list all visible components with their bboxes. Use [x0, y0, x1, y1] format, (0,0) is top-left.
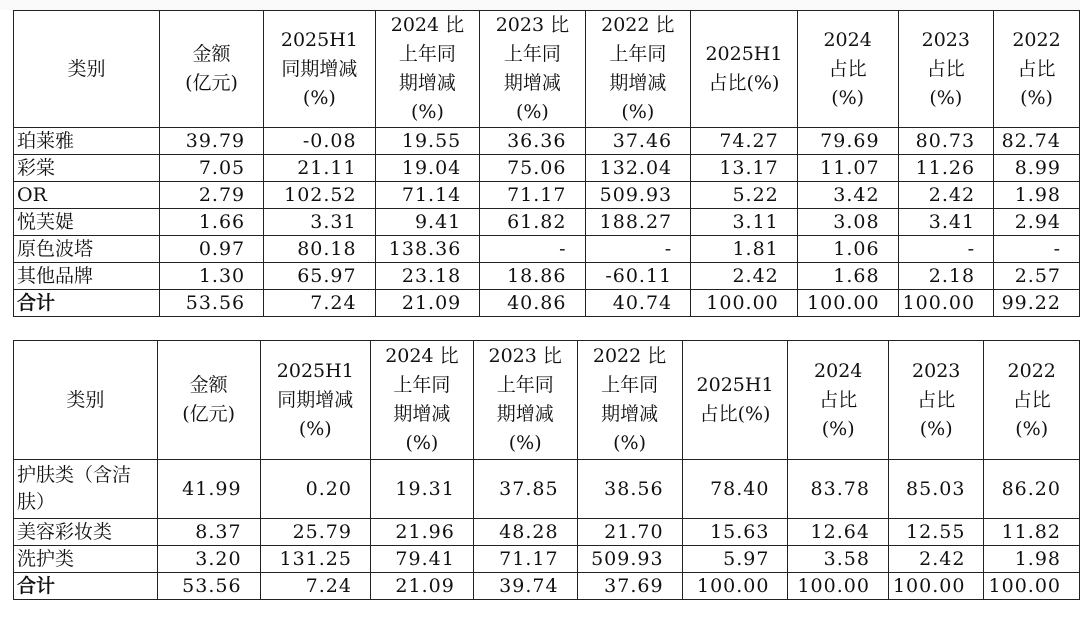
- value-cell: 132.04: [585, 155, 691, 182]
- column-header: [157, 341, 260, 460]
- column-header-line: 金额: [189, 374, 228, 396]
- column-header: [788, 341, 888, 460]
- value-cell: 100.00: [888, 573, 983, 600]
- table-row: [14, 263, 1080, 290]
- column-header: [797, 11, 898, 128]
- category-cell: OR: [14, 182, 160, 209]
- value-cell: 2.18: [898, 263, 993, 290]
- value-cell: 3.20: [157, 546, 260, 573]
- column-header-line: 2022 比: [601, 14, 675, 36]
- column-header-line: 期增减: [503, 72, 561, 94]
- table-row: [14, 546, 1080, 573]
- column-header: [370, 341, 473, 460]
- value-cell: 1.98: [994, 182, 1080, 209]
- value-cell: 2.94: [994, 209, 1080, 236]
- value-cell: 3.31: [264, 209, 375, 236]
- value-cell: 21.09: [370, 573, 473, 600]
- value-cell: 71.14: [375, 182, 480, 209]
- value-cell: 100.00: [797, 290, 898, 317]
- value-cell: 80.73: [898, 128, 993, 155]
- value-cell: 9.41: [375, 209, 480, 236]
- column-header-line: 类别: [67, 57, 106, 80]
- header-row: [14, 11, 1080, 128]
- category-cell: 原色波塔: [14, 236, 160, 263]
- column-header: [159, 11, 263, 128]
- value-cell: 18.86: [480, 263, 585, 290]
- table-row: [14, 209, 1080, 236]
- value-cell: -: [585, 236, 691, 263]
- value-cell: 0.20: [260, 460, 370, 519]
- column-header-line: 2025H1: [696, 374, 774, 396]
- column-header: [888, 341, 983, 460]
- column-header-line: 占比: [917, 388, 956, 411]
- column-header-line: 2022: [1007, 359, 1056, 382]
- value-cell: 100.00: [682, 573, 788, 600]
- column-header-line: 占比(%): [708, 72, 780, 94]
- value-cell: 79.69: [797, 128, 898, 155]
- column-header-line: 2023 比: [495, 14, 570, 36]
- value-cell: 1.66: [159, 209, 263, 236]
- column-header-line: 期增减: [398, 72, 456, 94]
- header-row: [14, 341, 1080, 460]
- value-cell: 61.82: [480, 209, 585, 236]
- value-cell: 3.58: [788, 546, 888, 573]
- column-header-line: 2022 比: [592, 345, 667, 367]
- value-cell: 7.24: [260, 573, 370, 600]
- value-cell: 19.04: [375, 155, 480, 182]
- value-cell: 65.97: [264, 263, 375, 290]
- category-cell: 悦芙媞: [14, 209, 160, 236]
- value-cell: 2.79: [159, 182, 263, 209]
- value-cell: 509.93: [577, 546, 682, 573]
- category-cell: 其他品牌: [14, 263, 160, 290]
- value-cell: 39.79: [159, 128, 263, 155]
- column-header-line: 上年同: [393, 374, 451, 396]
- column-header-line: 占比: [1012, 388, 1051, 411]
- value-cell: 100.00: [898, 290, 993, 317]
- value-cell: 71.17: [480, 182, 585, 209]
- column-header-line: 同期增减: [281, 57, 358, 80]
- category-cell: 合计: [14, 573, 158, 600]
- value-cell: 1.06: [797, 236, 898, 263]
- value-cell: 3.42: [797, 182, 898, 209]
- value-cell: 21.70: [577, 519, 682, 546]
- value-cell: 36.36: [480, 128, 585, 155]
- value-cell: 12.55: [888, 519, 983, 546]
- value-cell: 12.64: [788, 519, 888, 546]
- category-cell: 珀莱雅: [14, 128, 160, 155]
- column-header-line: (%): [302, 86, 336, 109]
- value-cell: 131.25: [260, 546, 370, 573]
- column-header-line: (%): [621, 101, 655, 123]
- value-cell: 25.79: [260, 519, 370, 546]
- value-cell: 75.06: [480, 155, 585, 182]
- table-row: [14, 236, 1080, 263]
- value-cell: 11.26: [898, 155, 993, 182]
- value-cell: 138.36: [375, 236, 480, 263]
- value-cell: 74.27: [691, 128, 798, 155]
- column-header-line: 2024 比: [390, 14, 465, 36]
- column-header: [691, 11, 798, 128]
- value-cell: 8.99: [994, 155, 1080, 182]
- value-cell: 23.18: [375, 263, 480, 290]
- value-cell: 37.85: [473, 460, 577, 519]
- column-header: [577, 341, 682, 460]
- column-header-line: 上年同: [398, 43, 456, 65]
- value-cell: 1.98: [984, 546, 1080, 573]
- value-cell: 5.22: [691, 182, 798, 209]
- value-cell: -60.11: [585, 263, 691, 290]
- column-header-line: 期增减: [496, 403, 554, 425]
- value-cell: 83.78: [788, 460, 888, 519]
- value-cell: -: [994, 236, 1080, 263]
- value-cell: 102.52: [264, 182, 375, 209]
- column-header-line: 占比: [926, 57, 965, 80]
- value-cell: 79.41: [370, 546, 473, 573]
- value-cell: 188.27: [585, 209, 691, 236]
- value-cell: 48.28: [473, 519, 577, 546]
- value-cell: 13.17: [691, 155, 798, 182]
- table-row: [14, 155, 1080, 182]
- value-cell: 21.09: [375, 290, 480, 317]
- column-header: [14, 11, 160, 128]
- value-cell: 2.42: [691, 263, 798, 290]
- value-cell: 8.37: [157, 519, 260, 546]
- column-header-line: 2024: [823, 28, 872, 51]
- value-cell: 37.46: [585, 128, 691, 155]
- value-cell: 21.11: [264, 155, 375, 182]
- column-header: [984, 341, 1080, 460]
- column-header-line: (%): [821, 417, 855, 440]
- value-cell: 100.00: [984, 573, 1080, 600]
- table-row: [14, 519, 1080, 546]
- column-header-line: (亿元): [182, 403, 236, 425]
- value-cell: 19.55: [375, 128, 480, 155]
- column-header-line: 2023 比: [488, 345, 562, 367]
- column-header-line: 占比: [819, 388, 858, 411]
- value-cell: -: [898, 236, 993, 263]
- value-cell: 15.63: [682, 519, 788, 546]
- value-cell: 37.69: [577, 573, 682, 600]
- value-cell: 82.74: [994, 128, 1080, 155]
- column-header-line: 2023: [912, 359, 961, 382]
- column-header-line: (%): [410, 101, 444, 123]
- value-cell: 39.74: [473, 573, 577, 600]
- column-header-line: 上年同: [609, 43, 667, 65]
- column-header-line: 期增减: [393, 403, 451, 425]
- table-row: [14, 128, 1080, 155]
- value-cell: 5.97: [682, 546, 788, 573]
- column-header-line: (%): [298, 417, 332, 440]
- value-cell: 40.86: [480, 290, 585, 317]
- column-header-line: 占比(%): [699, 403, 771, 425]
- value-cell: -0.08: [264, 128, 375, 155]
- value-cell: 3.11: [691, 209, 798, 236]
- column-header-line: (%): [613, 432, 647, 454]
- column-header-line: 2025H1: [276, 359, 354, 382]
- column-header-line: (亿元): [185, 72, 238, 94]
- column-header: [994, 11, 1080, 128]
- value-cell: 38.56: [577, 460, 682, 519]
- value-cell: 1.30: [159, 263, 263, 290]
- total-row: [14, 290, 1080, 317]
- column-header: [260, 341, 370, 460]
- column-header-line: 上年同: [503, 43, 561, 65]
- table-row: [14, 182, 1080, 209]
- brand-revenue-table: [13, 10, 1080, 317]
- column-header-line: 期增减: [601, 403, 659, 425]
- value-cell: 0.97: [159, 236, 263, 263]
- value-cell: 85.03: [888, 460, 983, 519]
- column-header: [898, 11, 993, 128]
- column-header-line: (%): [929, 86, 963, 109]
- value-cell: 40.74: [585, 290, 691, 317]
- column-header-line: 同期增减: [277, 388, 354, 411]
- category-cell: 美容彩妆类: [14, 519, 158, 546]
- column-header-line: 占比: [1017, 57, 1056, 80]
- column-header-line: (%): [1020, 86, 1053, 109]
- column-header: [480, 11, 585, 128]
- value-cell: 7.24: [264, 290, 375, 317]
- column-header: [682, 341, 788, 460]
- value-cell: 2.42: [898, 182, 993, 209]
- value-cell: 7.05: [159, 155, 263, 182]
- value-cell: 19.31: [370, 460, 473, 519]
- value-cell: 86.20: [984, 460, 1080, 519]
- column-header-line: (%): [515, 101, 549, 123]
- column-header-line: 类别: [66, 388, 105, 411]
- value-cell: 2.57: [994, 263, 1080, 290]
- column-header-line: 2024 比: [385, 345, 459, 367]
- value-cell: 53.56: [157, 573, 260, 600]
- column-header-line: 2023: [921, 28, 970, 51]
- value-cell: 2.42: [888, 546, 983, 573]
- column-header: [264, 11, 375, 128]
- column-header-line: 上年同: [601, 374, 659, 396]
- column-header-line: (%): [1015, 417, 1049, 440]
- value-cell: 71.17: [473, 546, 577, 573]
- column-header: [585, 11, 691, 128]
- value-cell: 99.22: [994, 290, 1080, 317]
- column-header-line: (%): [405, 432, 439, 454]
- column-header-line: 上年同: [496, 374, 554, 396]
- column-header-line: 期增减: [609, 72, 667, 94]
- column-header-line: (%): [508, 432, 542, 454]
- column-header-line: 2024: [814, 359, 863, 382]
- value-cell: 1.68: [797, 263, 898, 290]
- category-revenue-table: [13, 340, 1080, 600]
- value-cell: 3.41: [898, 209, 993, 236]
- category-cell: 洗护类: [14, 546, 158, 573]
- value-cell: -: [480, 236, 585, 263]
- column-header-line: 2025H1: [705, 43, 783, 65]
- column-header-line: 2022: [1012, 28, 1061, 51]
- value-cell: 41.99: [157, 460, 260, 519]
- value-cell: 100.00: [788, 573, 888, 600]
- category-cell: 彩棠: [14, 155, 160, 182]
- value-cell: 78.40: [682, 460, 788, 519]
- value-cell: 53.56: [159, 290, 263, 317]
- category-cell: 合计: [14, 290, 160, 317]
- total-row: [14, 573, 1080, 600]
- table-row: [14, 460, 1080, 519]
- column-header-line: 2025H1: [280, 28, 358, 51]
- cropped-top-strip: [0, 0, 1080, 10]
- value-cell: 509.93: [585, 182, 691, 209]
- column-header-line: 占比: [828, 57, 867, 80]
- value-cell: 21.96: [370, 519, 473, 546]
- column-header: [375, 11, 480, 128]
- value-cell: 3.08: [797, 209, 898, 236]
- column-header-line: 金额: [192, 43, 231, 65]
- value-cell: 80.18: [264, 236, 375, 263]
- value-cell: 11.82: [984, 519, 1080, 546]
- value-cell: 11.07: [797, 155, 898, 182]
- value-cell: 100.00: [691, 290, 798, 317]
- category-cell: 护肤类（含洁肤）: [14, 460, 158, 519]
- column-header-line: (%): [831, 86, 865, 109]
- column-header-line: (%): [919, 417, 953, 440]
- value-cell: 1.81: [691, 236, 798, 263]
- column-header: [473, 341, 577, 460]
- column-header: [14, 341, 158, 460]
